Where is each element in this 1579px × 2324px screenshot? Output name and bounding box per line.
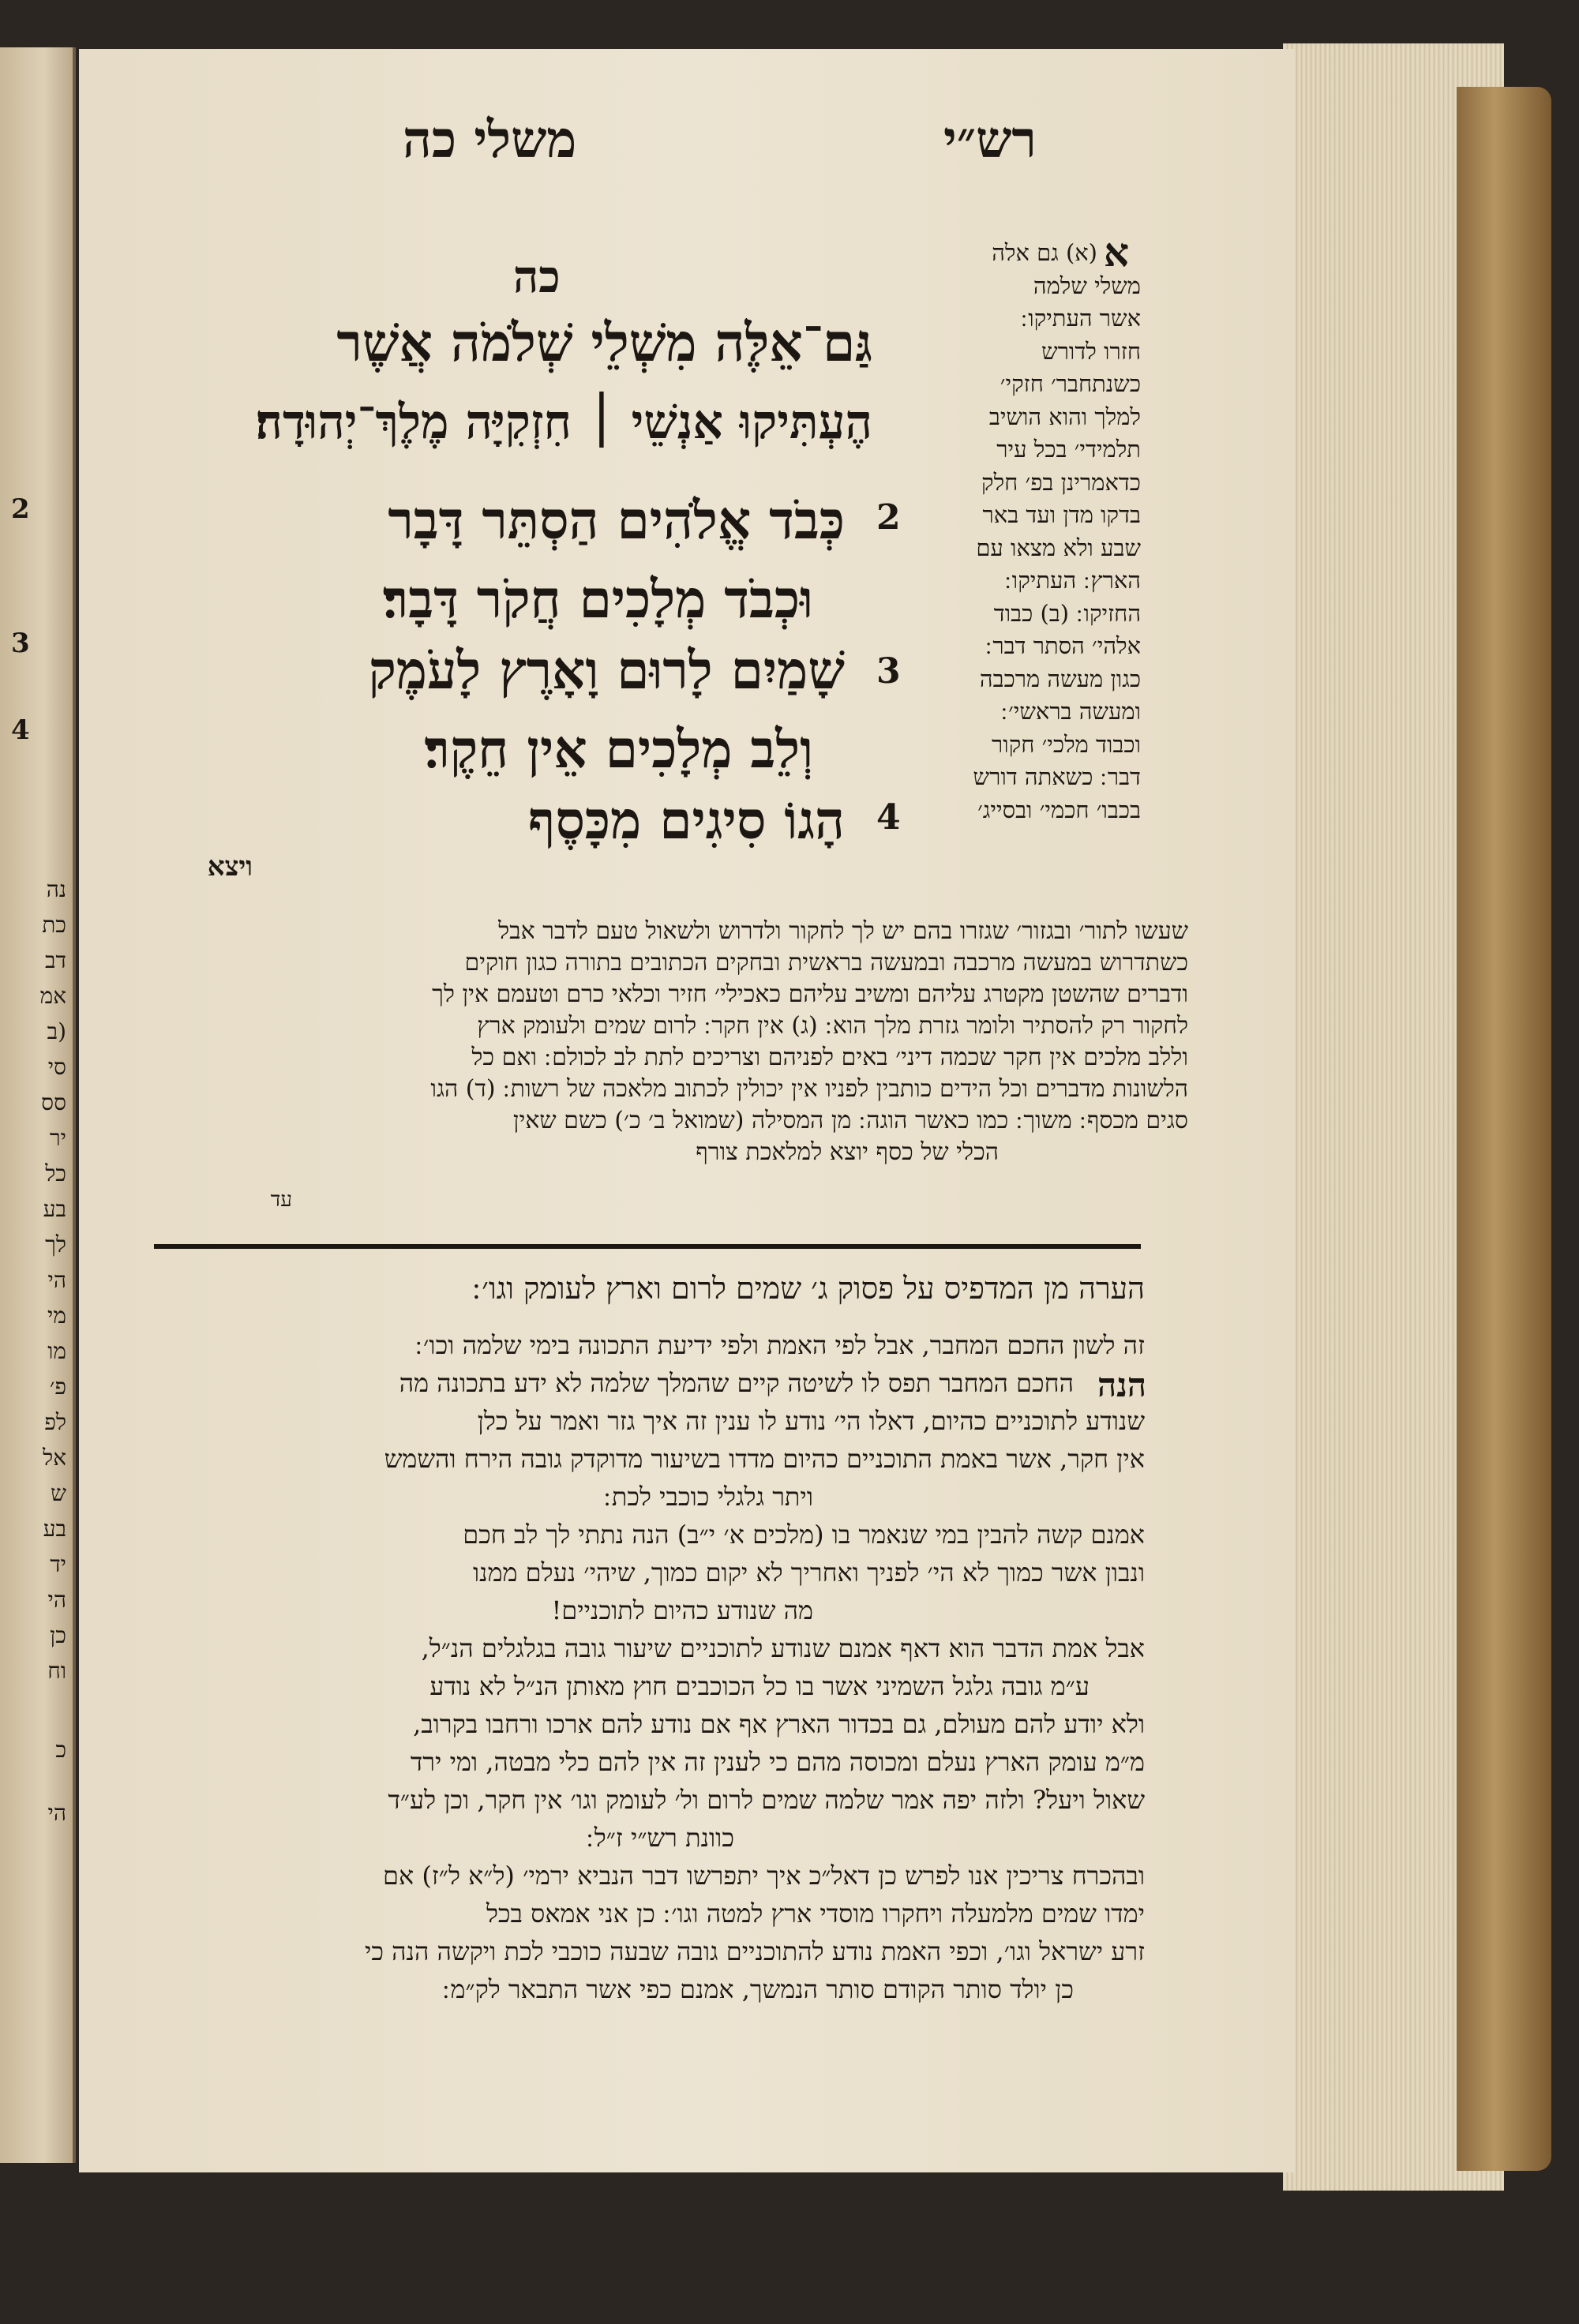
note-title: הערה מן המדפיס על פסוק ג׳ שמים לרום וארץ לעומק וגו׳ ׃ bbox=[472, 1271, 1145, 1306]
left-page-edge bbox=[0, 47, 76, 2163]
catchword: עד bbox=[270, 1188, 292, 1212]
chapter-label: כה bbox=[513, 251, 561, 303]
rashi-line: כשנתחבר׳ חזקי׳ bbox=[1000, 370, 1141, 397]
margin-number: 2 bbox=[11, 493, 30, 525]
note-line: ויתר גלגלי כוכבי לכת ׃ bbox=[603, 1482, 813, 1512]
rashi-line: בכבו׳ חכמי׳ ובסייג׳ bbox=[977, 796, 1141, 823]
left-page-fragment: סס bbox=[41, 1089, 66, 1115]
left-page-fragment: פ׳ bbox=[49, 1374, 66, 1400]
rashi-line: בדקו מדן ועד באר bbox=[982, 501, 1141, 528]
book-cover bbox=[1457, 87, 1551, 2171]
rashi-line: ומעשה בראשי׳ ׃ bbox=[1000, 698, 1141, 725]
note-line: זרע ישראל וגו׳, וכפי האמת נודע להתוכניים גובה שבעה כוכבי לכת ויקשה הנה כי bbox=[364, 1936, 1145, 1966]
verse-text: הָגוֹ סִיגִים מִכָּסֶף bbox=[528, 789, 845, 851]
left-page-fragment: בע bbox=[43, 1196, 66, 1222]
left-page-fragment: יד bbox=[50, 1551, 66, 1577]
note-line: אמנם קשה להבין במי שנאמר בו (מלכים א׳ י״ב) הנה נתתי לך לב חכם bbox=[463, 1520, 1145, 1550]
rashi-line: משלי שלמה bbox=[1033, 272, 1141, 299]
rashi-lead-letter: א bbox=[1104, 229, 1130, 276]
rashi-line: שבע ולא מצאו עם bbox=[976, 534, 1141, 561]
note-line: זה לשון החכם המחבר, אבל לפי האמת ולפי ידיעת התכונה בימי שלמה וכו׳ ׃ bbox=[414, 1330, 1145, 1360]
rashi-line: אשר העתיקו ׃ bbox=[1021, 305, 1141, 332]
left-page-fragment: מי bbox=[47, 1303, 66, 1329]
note-line: מ״מ עומק הארץ נעלם ומכוסה מהם כי לענין זה אין להם כלי מבטה, ומי ירד bbox=[410, 1747, 1145, 1777]
rashi-line: הארץ ׃ העתיקו ׃ bbox=[1004, 567, 1141, 594]
rashi-line: הלשונות מדברים וכל הידים כותבין לפניו אין יכולין לכתוב מלאכה של רשות ׃ (ד) הגו bbox=[430, 1075, 1188, 1103]
rashi-line: אלהי׳ הסתר דבר ׃ bbox=[985, 632, 1141, 659]
left-page-fragment: הי bbox=[47, 1587, 66, 1613]
note-line: ע״מ גובה גלגל השמיני אשר בו כל הכוכבים חוץ מאותן הנ״ל לא נודע bbox=[429, 1671, 1090, 1701]
printer-note-block bbox=[142, 1326, 1145, 2008]
left-page-fragment: נה bbox=[46, 876, 66, 902]
left-page-fragment: אמ bbox=[39, 983, 66, 1009]
note-line: מה שנודע כהיום לתוכניים! bbox=[551, 1595, 813, 1625]
left-page-fragment: יר bbox=[49, 1125, 66, 1151]
verse-text: וּכְבֹד מְלָכִים חֲקֹר דָּבָר׃ bbox=[382, 568, 813, 630]
verse-text: וְלֵב מְלָכִים אֵין חֵקֶר׃ bbox=[424, 718, 813, 780]
verse-number: 3 bbox=[876, 651, 901, 692]
left-page-fragment: (ב bbox=[47, 1018, 66, 1044]
verse-number: 4 bbox=[876, 797, 901, 838]
left-page-fragment: הי bbox=[47, 1267, 66, 1293]
rashi-line: וללב מלכים אין חקר שכמה דיני׳ באים לפניהם וצריכים לתת לב לכולם ׃ ואם כל bbox=[471, 1044, 1188, 1071]
rashi-line: סגים מכסף ׃ משוך ׃ כמו כאשר הוגה ׃ מן המסילה (שמואל ב׳ כ׳) כשם שאין bbox=[512, 1107, 1188, 1134]
catchword: ויצא bbox=[207, 851, 253, 883]
verse-text: כְּבֹד אֱלֹהִים הַסְתֵּר דָּבָר bbox=[388, 489, 845, 551]
verse-text: גַּם־אֵלֶּה מִשְׁלֵי שְׁלֹמֹה אֲשֶׁר bbox=[336, 312, 872, 373]
note-line: אבל אמת הדבר הוא דאף אמנם שנודע לתוכניים שיעור גובה בגלגלים הנ״ל, bbox=[421, 1633, 1145, 1663]
note-line: אין חקר, אשר באמת התוכניים כהיום מדדו בשיעור מדוקדק גובה הירח והשמש bbox=[384, 1444, 1145, 1474]
note-line: שאול ויעל? ולזה יפה אמר שלמה שמים לרום ול׳ לעומק וגו׳ אין חקר, וכן לע״ד bbox=[388, 1785, 1145, 1815]
left-page-fragment: הי bbox=[47, 1800, 66, 1826]
note-line: שנודע לתוכניים כהיום, דאלו הי׳ נודע לו ענין זה איך גזר ואמר על כלן bbox=[477, 1406, 1145, 1436]
note-line: ונבון אשר כמוך לא הי׳ לפניך ואחריך לא יקום כמוך, שיהי׳ נעלם ממנו bbox=[472, 1557, 1145, 1587]
rashi-line: תלמידי׳ בכל עיר bbox=[996, 436, 1141, 463]
note-line: ובהכרח צריכין אנו לפרש כן דאל״כ איך יתפרשו דבר הנביא ירמי׳ (ל״א ל״ז) אם bbox=[383, 1861, 1145, 1891]
left-page-fragment: דב bbox=[45, 947, 66, 973]
note-lead-word: הנה bbox=[1097, 1366, 1146, 1404]
left-page-fragment: וח bbox=[47, 1658, 66, 1684]
left-page-fragment: סי bbox=[47, 1054, 66, 1080]
rashi-line: (א) גם אלה bbox=[992, 239, 1097, 266]
margin-number: 3 bbox=[11, 628, 30, 659]
page-header-title: משלי כה bbox=[403, 111, 577, 170]
verse-number: 2 bbox=[876, 497, 901, 538]
margin-number: 4 bbox=[11, 714, 30, 746]
rashi-line: למלך והוא הושיב bbox=[988, 403, 1141, 430]
left-page-fragment: כל bbox=[45, 1160, 66, 1186]
note-line: ולא יודע להם מעולם, גם בכדור הארץ אף אם נודע להם ארכו ורחבו בקרוב, bbox=[413, 1709, 1145, 1739]
rashi-line: כשתדרוש במעשה מרכבה ובמעשה בראשית ובחקים הכתובים בתורה כגון חוקים bbox=[464, 949, 1188, 976]
rashi-continued-block bbox=[154, 916, 1188, 1168]
left-page-fragment: אל bbox=[43, 1445, 66, 1471]
note-line: כוונת רש״י ז״ל ׃ bbox=[586, 1823, 734, 1853]
verse-text: שָׁמַיִם לָרוּם וָאָרֶץ לָעֹמֶק bbox=[368, 639, 845, 701]
left-page-fragment: כת bbox=[42, 912, 66, 938]
rashi-commentary-column bbox=[896, 237, 1141, 827]
rashi-line: כגון מעשה מרכבה bbox=[979, 665, 1141, 692]
rashi-line: החזיקו ׃ (ב) כבוד bbox=[993, 599, 1141, 627]
rashi-line: כדאמרינן בפ׳ חלק bbox=[981, 468, 1141, 496]
note-line: ימדו שמים מלמעלה ויחקרו מוסדי ארץ למטה וגו׳ ׃ כן אני אמאס בכל bbox=[486, 1899, 1145, 1929]
rashi-line: שעשו לתור׳ ובגזור׳ שגזרו בהם יש לך לחקור ולדרוש ולשאול טעם לדבר אבל bbox=[498, 917, 1188, 945]
left-page-fragment: מו bbox=[47, 1338, 66, 1364]
left-page-fragment: לך bbox=[45, 1231, 66, 1258]
rashi-line: וכבוד מלכי׳ חקור bbox=[992, 730, 1141, 758]
section-divider bbox=[154, 1244, 1141, 1249]
left-page-fragment: ש bbox=[51, 1480, 66, 1506]
verse-text: הֶעְתִּיקוּ אַנְשֵׁי ׀ חִזְקִיָּה מֶלֶךְ־יְהוּדָה׃ bbox=[255, 395, 872, 450]
rashi-line: הכלי של כסף יוצא למלאכת צורף bbox=[696, 1138, 999, 1166]
note-line: כן יולד סותר הקודם סותר הנמשך, אמנם כפי אשר התבאר לק״מ ׃ bbox=[442, 1974, 1074, 2004]
rashi-line: ודברים שהשטן מקטרג עליהם ומשיב עליהם כאכילי׳ חזיר וכלאי כרם וטעמם אין לך bbox=[432, 980, 1188, 1008]
rashi-line: לחקור רק להסתיר ולומר גזרת מלך הוא ׃ (ג) אין חקר ׃ לרום שמים ולעומק ארץ bbox=[477, 1012, 1188, 1040]
left-page-fragment: לפ bbox=[44, 1409, 66, 1435]
left-page-fragment: כן bbox=[50, 1622, 66, 1648]
rashi-line: חזרו לדורש bbox=[1041, 337, 1141, 365]
note-line: החכם המחבר תפס לו לשיטה קיים שהמלך שלמה לא ידע בתכונה מה bbox=[399, 1368, 1074, 1398]
left-page-fragment: בע bbox=[43, 1516, 66, 1542]
left-page-fragment: כ bbox=[55, 1737, 66, 1763]
page-header-rashi: רש״י bbox=[943, 111, 1037, 170]
rashi-line: דבר ׃ כשאתה דורש bbox=[973, 763, 1141, 790]
